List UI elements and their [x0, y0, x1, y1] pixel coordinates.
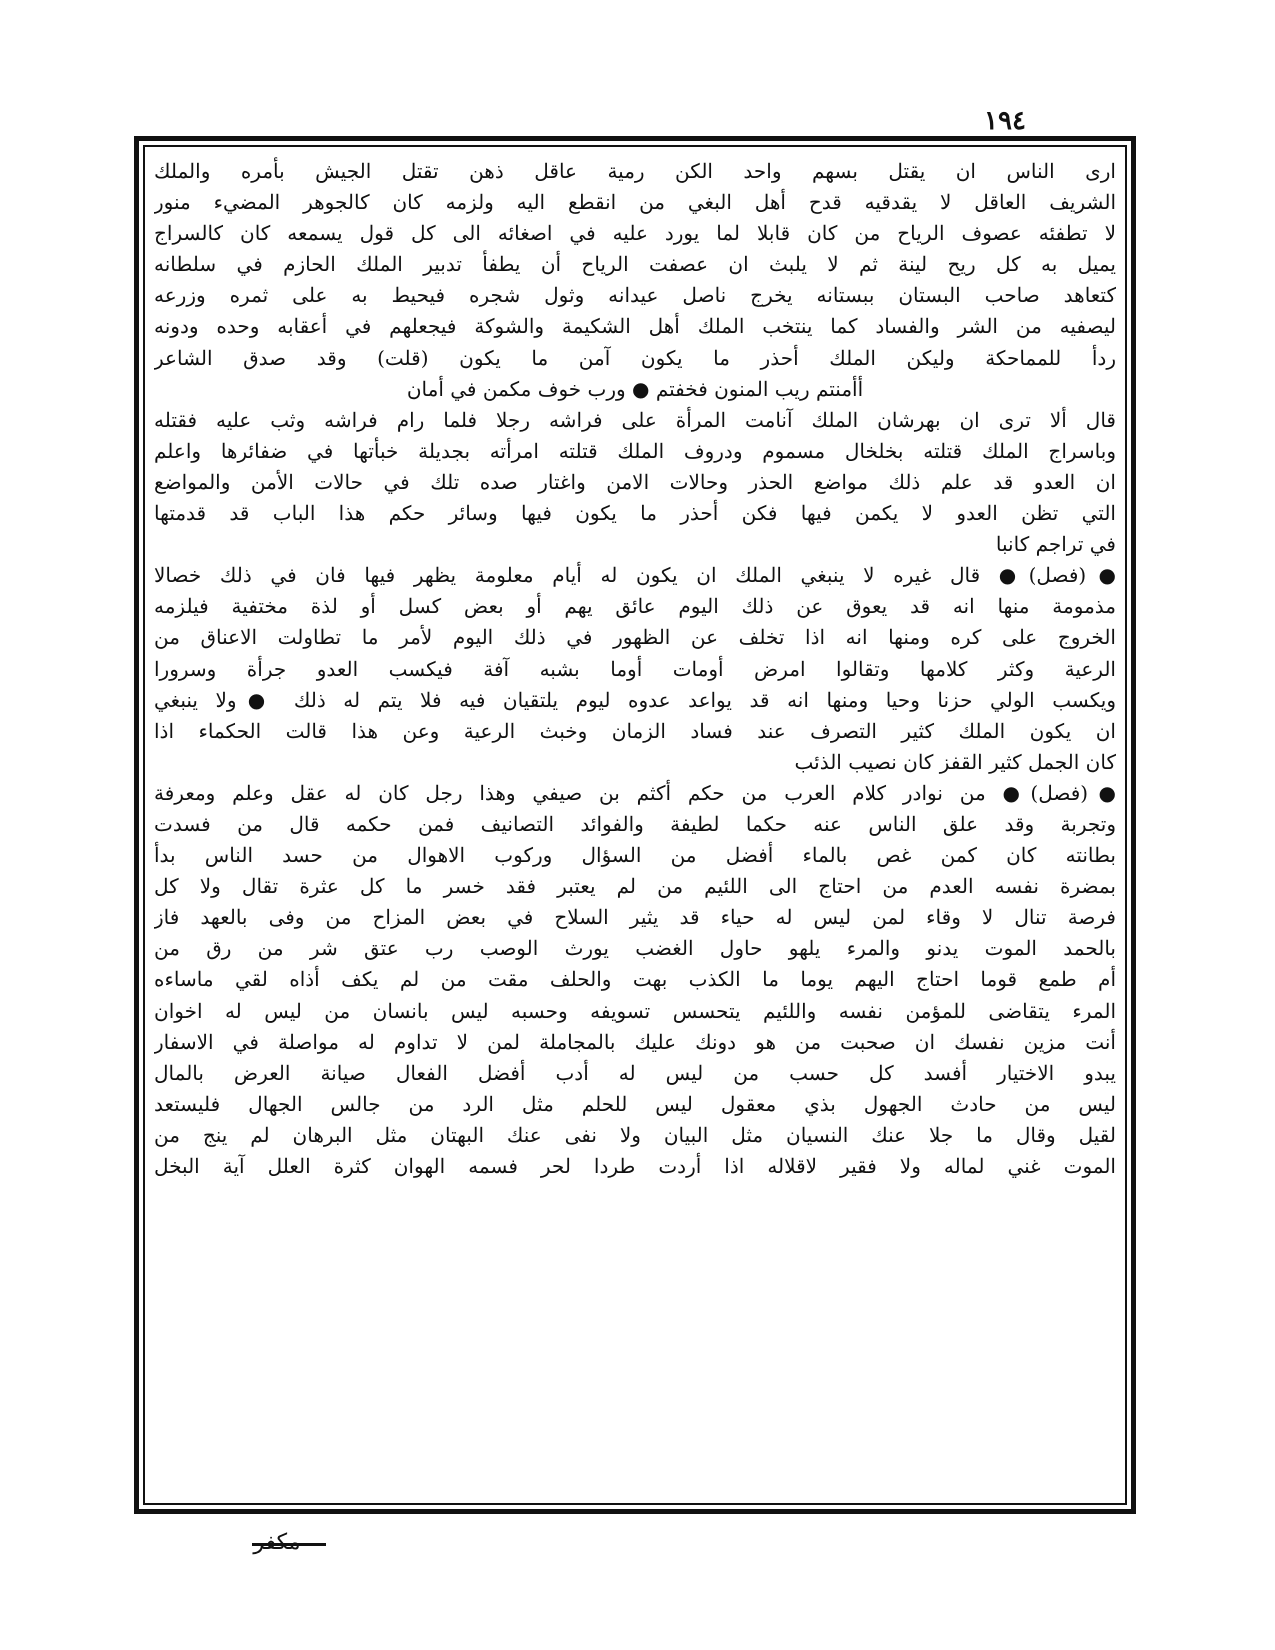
text-line: الرعية وكثر كلامها وتقالوا امرض أومات أوما بشبه آفة فيكسب العدو جرأة وسرورا [154, 656, 1116, 681]
section-start-line: ●(فصل)● من نوادر كلام العرب من حكم أكثم بن صيفي وهذا رجل كان له عقل وعلم ومعرفة [154, 780, 1116, 805]
section-start-line: ●(فصل)● قال غيره لا ينبغي الملك ان يكون له أيام معلومة يظهر فيها فان في ذلك خصالا [154, 563, 1116, 588]
text-line: الخروج على كره ومنها انه اذا تخلف عن الظهور في ذلك اليوم لأمر ما تطاولت الاعناق من [154, 625, 1116, 650]
verse-line: أأمنتم ريب المنون فخفتم ● ورب خوف مكمن في أمان [406, 376, 864, 401]
text-line: فرصة تنال لا وقاء لمن ليس له حياء قد يثير السلاح في بعض المزاح من وفى بالعهد فاز [154, 905, 1116, 930]
text-line: مذمومة منها انه قد يعوق عن ذلك اليوم عائق يهم أو بعض كسل أو لذة مختفية فيلزمه [154, 594, 1116, 619]
text-line: ان يكون الملك كثير التصرف عند فساد الزمان وخبث الرعية وعن هذا قالت الحكماء اذا [154, 718, 1116, 743]
text-line: ويكسب الولي حزنا وحيا ومنها انه قد يواعد عدوه ليوم يلتقيان فيه فلا يتم له ذلك ●ولا ينبغي [154, 687, 1116, 712]
text-line: ليس من حادث الجهول بذي معقول ليس للحلم مثل الرد من جالس الجهال فليستعد [154, 1091, 1116, 1116]
text-line: وباسراج الملك قتلته بخلخال مسموم ودروف الملك قتلته امرأته بجديلة خبأتها في ضفائرها واعلم [154, 438, 1116, 463]
text-line: المرء يتقاضى للمؤمن نفسه واللئيم يتحسس تسويفه وحسبه ليس بانسان من ليس له اخوان [154, 998, 1116, 1023]
text-line: كتعاهد صاحب البستان ببستانه يخرج ناصل عيدانه وثول شجره فيحيط به على ثمره وزرعه [154, 283, 1116, 308]
text-line: ان العدو قد علم ذلك مواضع الحذر وحالات الامن واغتار صده تلك في حالات الأمن والمواضع [154, 469, 1116, 494]
text-line: ردأ للمماحكة وليكن الملك أحذر ما يكون آمن ما يكون (قلت) وقد صدق الشاعر [154, 345, 1116, 370]
text-line: أنت مزين نفسك ان صحبت من هو دونك عليك بالمجاملة لمن لا تداوم له مواصلة في الاسفار [154, 1029, 1116, 1054]
text-line: قال ألا ترى ان بهرشان الملك آنامت المرأة على فراشه رجلا فلما رام فراشه وثب عليه فقتله [154, 407, 1116, 432]
text-line: يميل به كل ريح لينة ثم لا يلبث ان عصفت الرياح أن يطفأ تدبير الملك الحازم في سلطانه [154, 252, 1116, 277]
text-line: لا تطفئه عصوف الرياح من كان قابلا لما يورد عليه في اصغائه الى كل قول يسمعه كان كالسراج [154, 221, 1116, 246]
text-line: الشريف العاقل لا يقدقيه قدح أهل البغي من انقطع اليه ولزمه كان كالجوهر المضيء منور [154, 190, 1116, 215]
text-line: ارى الناس ان يقتل بسهم واحد الكن رمية عاقل ذهن تقتل الجيش بأمره والملك [154, 159, 1116, 183]
text-block [154, 156, 1116, 1496]
text-line: لقيل وقال ما جلا عنك النسيان مثل البيان ولا نفى عنك البهتان مثل البرهان لم ينج من [154, 1122, 1116, 1147]
text-line: وتجربة وقد علق الناس عنه حكما لطيفة والفوائد التصانيف فمن حكمه قال من فسدت [154, 811, 1116, 836]
text-line: بالحمد الموت يدنو والمرء يلهو حاول الغضب يورث الوصب رب عتق شر من رق من [154, 936, 1116, 961]
text-line: بمضرة نفسه العدم من احتاج الى اللئيم من لم يعتبر فقد خسر ما كل عثرة تقال ولا كل [154, 874, 1116, 899]
text-line: يبدو الاختيار أفسد كل حسب من ليس له أدب أفضل الفعال صيانة العرض بالمال [154, 1060, 1116, 1085]
text-line: بطانته كان كمن غص بالماء أفضل من السؤال وركوب الاهوال من حسد الناس بدأ [154, 843, 1116, 868]
text-line: الموت غني لماله ولا فقير لاقلاله اذا أردت طردا لحر فسمه الهوان كثرة العلل آية البخل [154, 1154, 1116, 1178]
text-line: التي تظن العدو لا يكمن فيها فكن أحذر ما يكون فيها وسائر حكم هذا الباب قد قدمتها [154, 501, 1116, 526]
text-line: أم طمع قوما احتاج اليهم يوما ما الكذب بهت والحلف مقت من لم يكف أذاه لقي ماساءه [154, 967, 1116, 992]
text-line: في تراجم كانبا [995, 532, 1116, 557]
text-line: كان الجمل كثير القفز كان نصيب الذئب [794, 749, 1116, 774]
page-number: ١٩٤ [984, 106, 1026, 136]
text-line: ليصفيه من الشر والفساد كما ينتخب الملك أهل الشكيمة والشوكة فيجعلهم في أعقابه وحده ودونه [154, 314, 1116, 339]
catchword-stroke [252, 1543, 326, 1546]
